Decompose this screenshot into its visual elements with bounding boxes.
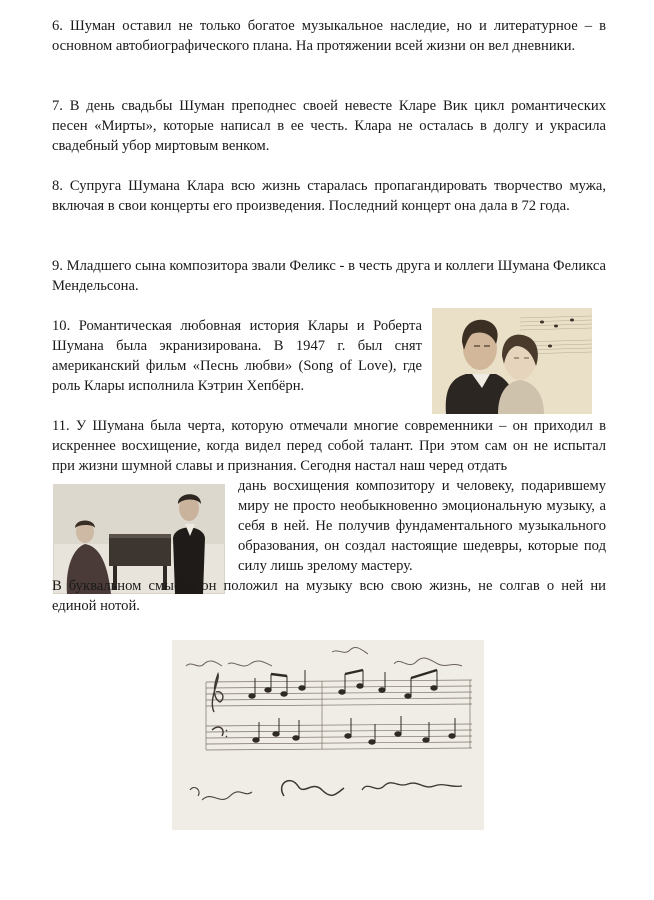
paragraph-11-conclusion: В буквальном смысле он положил на музыку всю свою жизнь, не солгав о ней ни единой нотой. — [52, 578, 606, 614]
paragraph-11-beside-image: дань восхищения композитору и человеку, подарившему миру не просто необыкновенно эмоциональную музыку, а себя в ней. Не получив фундаментального музыкального образования, он создал настоящие шедевры, которые под силу лишь зрелому мастеру. — [238, 478, 606, 574]
paragraph-6: 6. Шуман оставил не только богатое музыкальное наследие, но и литературное – в основном автобиографического плана. На протяжении всей жизни он вел дневники. — [52, 18, 606, 54]
paragraph-8: 8. Супруга Шумана Клара всю жизнь старалась пропагандировать творчество мужа, включая в свои концерты его произведения. Последний концерт она дала в 72 года. — [52, 178, 606, 214]
paragraph-11-intro: 11. У Шумана была черта, которую отмечали многие современники – он приходил в искреннее восхищение, когда видел перед собой талант. При этом сам он не испытал при жизни шумной славы и признания. Сегодня настал наш черед отдать — [52, 418, 606, 474]
paragraph-9: 9. Младшего сына композитора звали Феликс - в честь друга и коллеги Шумана Феликса Мендельсона. — [52, 258, 606, 294]
paragraph-7: 7. В день свадьбы Шуман преподнес своей невесте Кларе Вик цикл романтических песен «Мирты», которые написал в ее честь. Клара не осталась в долгу и украсила свадебный убор миртовым венком. — [52, 98, 606, 154]
schumann-couple-portrait — [432, 308, 592, 414]
music-manuscript-autograph — [172, 640, 484, 830]
paragraph-10: 10. Романтическая любовная история Клары и Роберта Шумана была экранизирована. В 1947 г. был снят американский фильм «Песнь любви» (Song of Love), где роль Клары исполнила Кэтрин Хепбёрн. — [52, 318, 422, 394]
